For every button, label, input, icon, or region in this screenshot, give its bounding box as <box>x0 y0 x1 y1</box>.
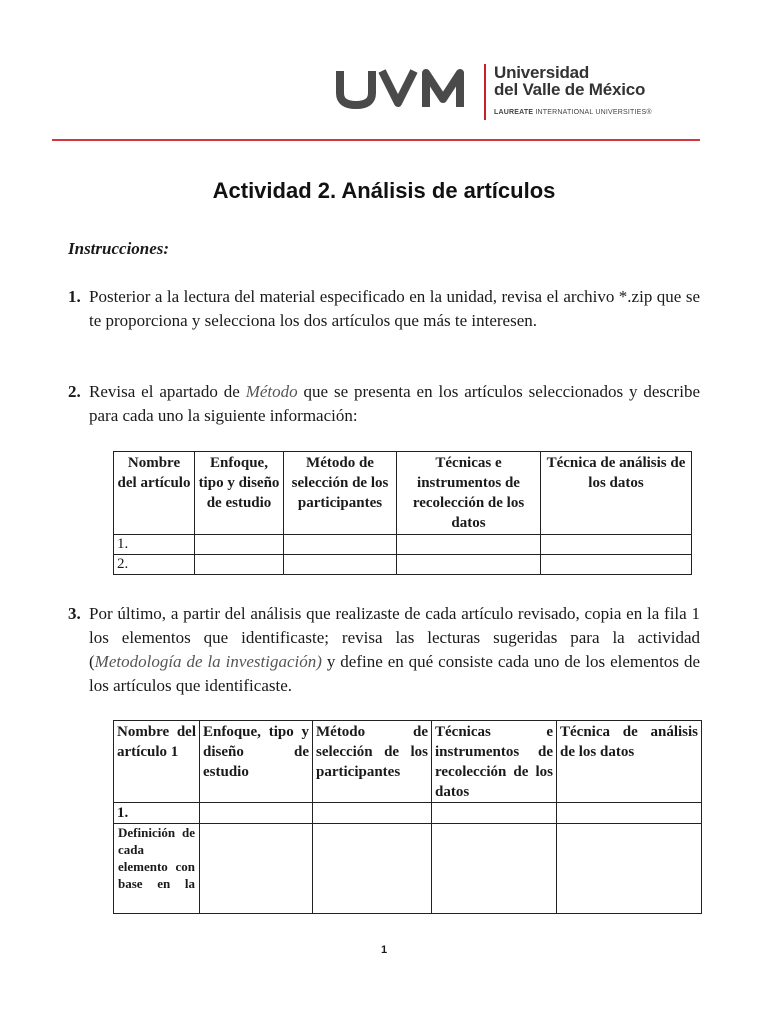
header-cell: Nombre del artículo <box>114 452 195 535</box>
item-number: 2. <box>68 382 81 401</box>
page-number: 1 <box>380 944 388 956</box>
table-cell <box>541 535 692 555</box>
university-name: Universidad del Valle de México <box>494 63 646 99</box>
definitions-table <box>113 720 702 914</box>
table-cell <box>397 535 541 555</box>
definition-label: Definición de cada elemento con base en la <box>114 824 200 914</box>
table-cell <box>284 555 397 575</box>
row-label: 1. <box>114 535 195 555</box>
header-cell: Técnicas e instrumentos de recolección de los datos <box>432 721 557 803</box>
item-text: Por último, a partir del análisis que realizaste de cada artículo revisado, copia en la fila 1 los elementos que identificaste; revisa las lecturas sugeridas para la actividad (Metodología de la investigación) y define en qué consiste cada uno de los elementos de los artículos que identificaste. <box>89 604 700 695</box>
header-cell: Técnica de análisis de los datos <box>541 452 692 535</box>
header-cell: Método de selección de los participantes <box>313 721 432 803</box>
table-header-row <box>114 721 702 803</box>
table-cell <box>200 803 313 824</box>
header-cell: Nombre del artículo 1 <box>114 721 200 803</box>
table-cell <box>284 535 397 555</box>
laureate-tagline: LAUREATE INTERNATIONAL UNIVERSITIES® <box>494 109 652 116</box>
table-row <box>114 555 692 575</box>
table-row <box>114 803 702 824</box>
methods-table <box>113 451 692 575</box>
header-rule <box>52 139 700 141</box>
table-cell <box>557 803 702 824</box>
instruction-item-1 <box>68 285 700 333</box>
item-text: Revisa el apartado de Método que se presenta en los artículos seleccionados y describe para cada uno la siguiente información: <box>89 382 700 425</box>
logo-divider <box>484 64 486 120</box>
row-label: 2. <box>114 555 195 575</box>
page-header <box>0 0 768 150</box>
row-label: 1. <box>114 803 200 824</box>
table-cell <box>432 803 557 824</box>
table-cell <box>397 555 541 575</box>
table-cell <box>313 803 432 824</box>
table-cell <box>200 824 313 914</box>
document-title: Actividad 2. Análisis de artículos <box>212 178 556 203</box>
table-cell <box>541 555 692 575</box>
header-cell: Técnica de análisis de los datos <box>557 721 702 803</box>
header-cell: Enfoque, tipo y diseño de estudio <box>195 452 284 535</box>
uvm-logo <box>336 69 468 109</box>
item-text: Posterior a la lectura del material especificado en la unidad, revisa el archivo *.zip que se te proporciona y selecciona los dos artículos que más te interesen. <box>89 287 700 330</box>
header-cell: Técnicas e instrumentos de recolección de los datos <box>397 452 541 535</box>
header-cell: Enfoque, tipo y diseño de estudio <box>200 721 313 803</box>
table-cell <box>557 824 702 914</box>
item-number: 1. <box>68 287 81 306</box>
item-number: 3. <box>68 604 81 623</box>
header-cell: Método de selección de los participantes <box>284 452 397 535</box>
instruction-item-2 <box>68 380 700 428</box>
table-row <box>114 535 692 555</box>
table-cell <box>195 535 284 555</box>
table-row <box>114 824 702 914</box>
table-cell <box>195 555 284 575</box>
instructions-heading: Instrucciones: <box>68 239 170 258</box>
instruction-item-3 <box>68 602 700 698</box>
table-cell <box>432 824 557 914</box>
table-cell <box>313 824 432 914</box>
table-header-row <box>114 452 692 535</box>
